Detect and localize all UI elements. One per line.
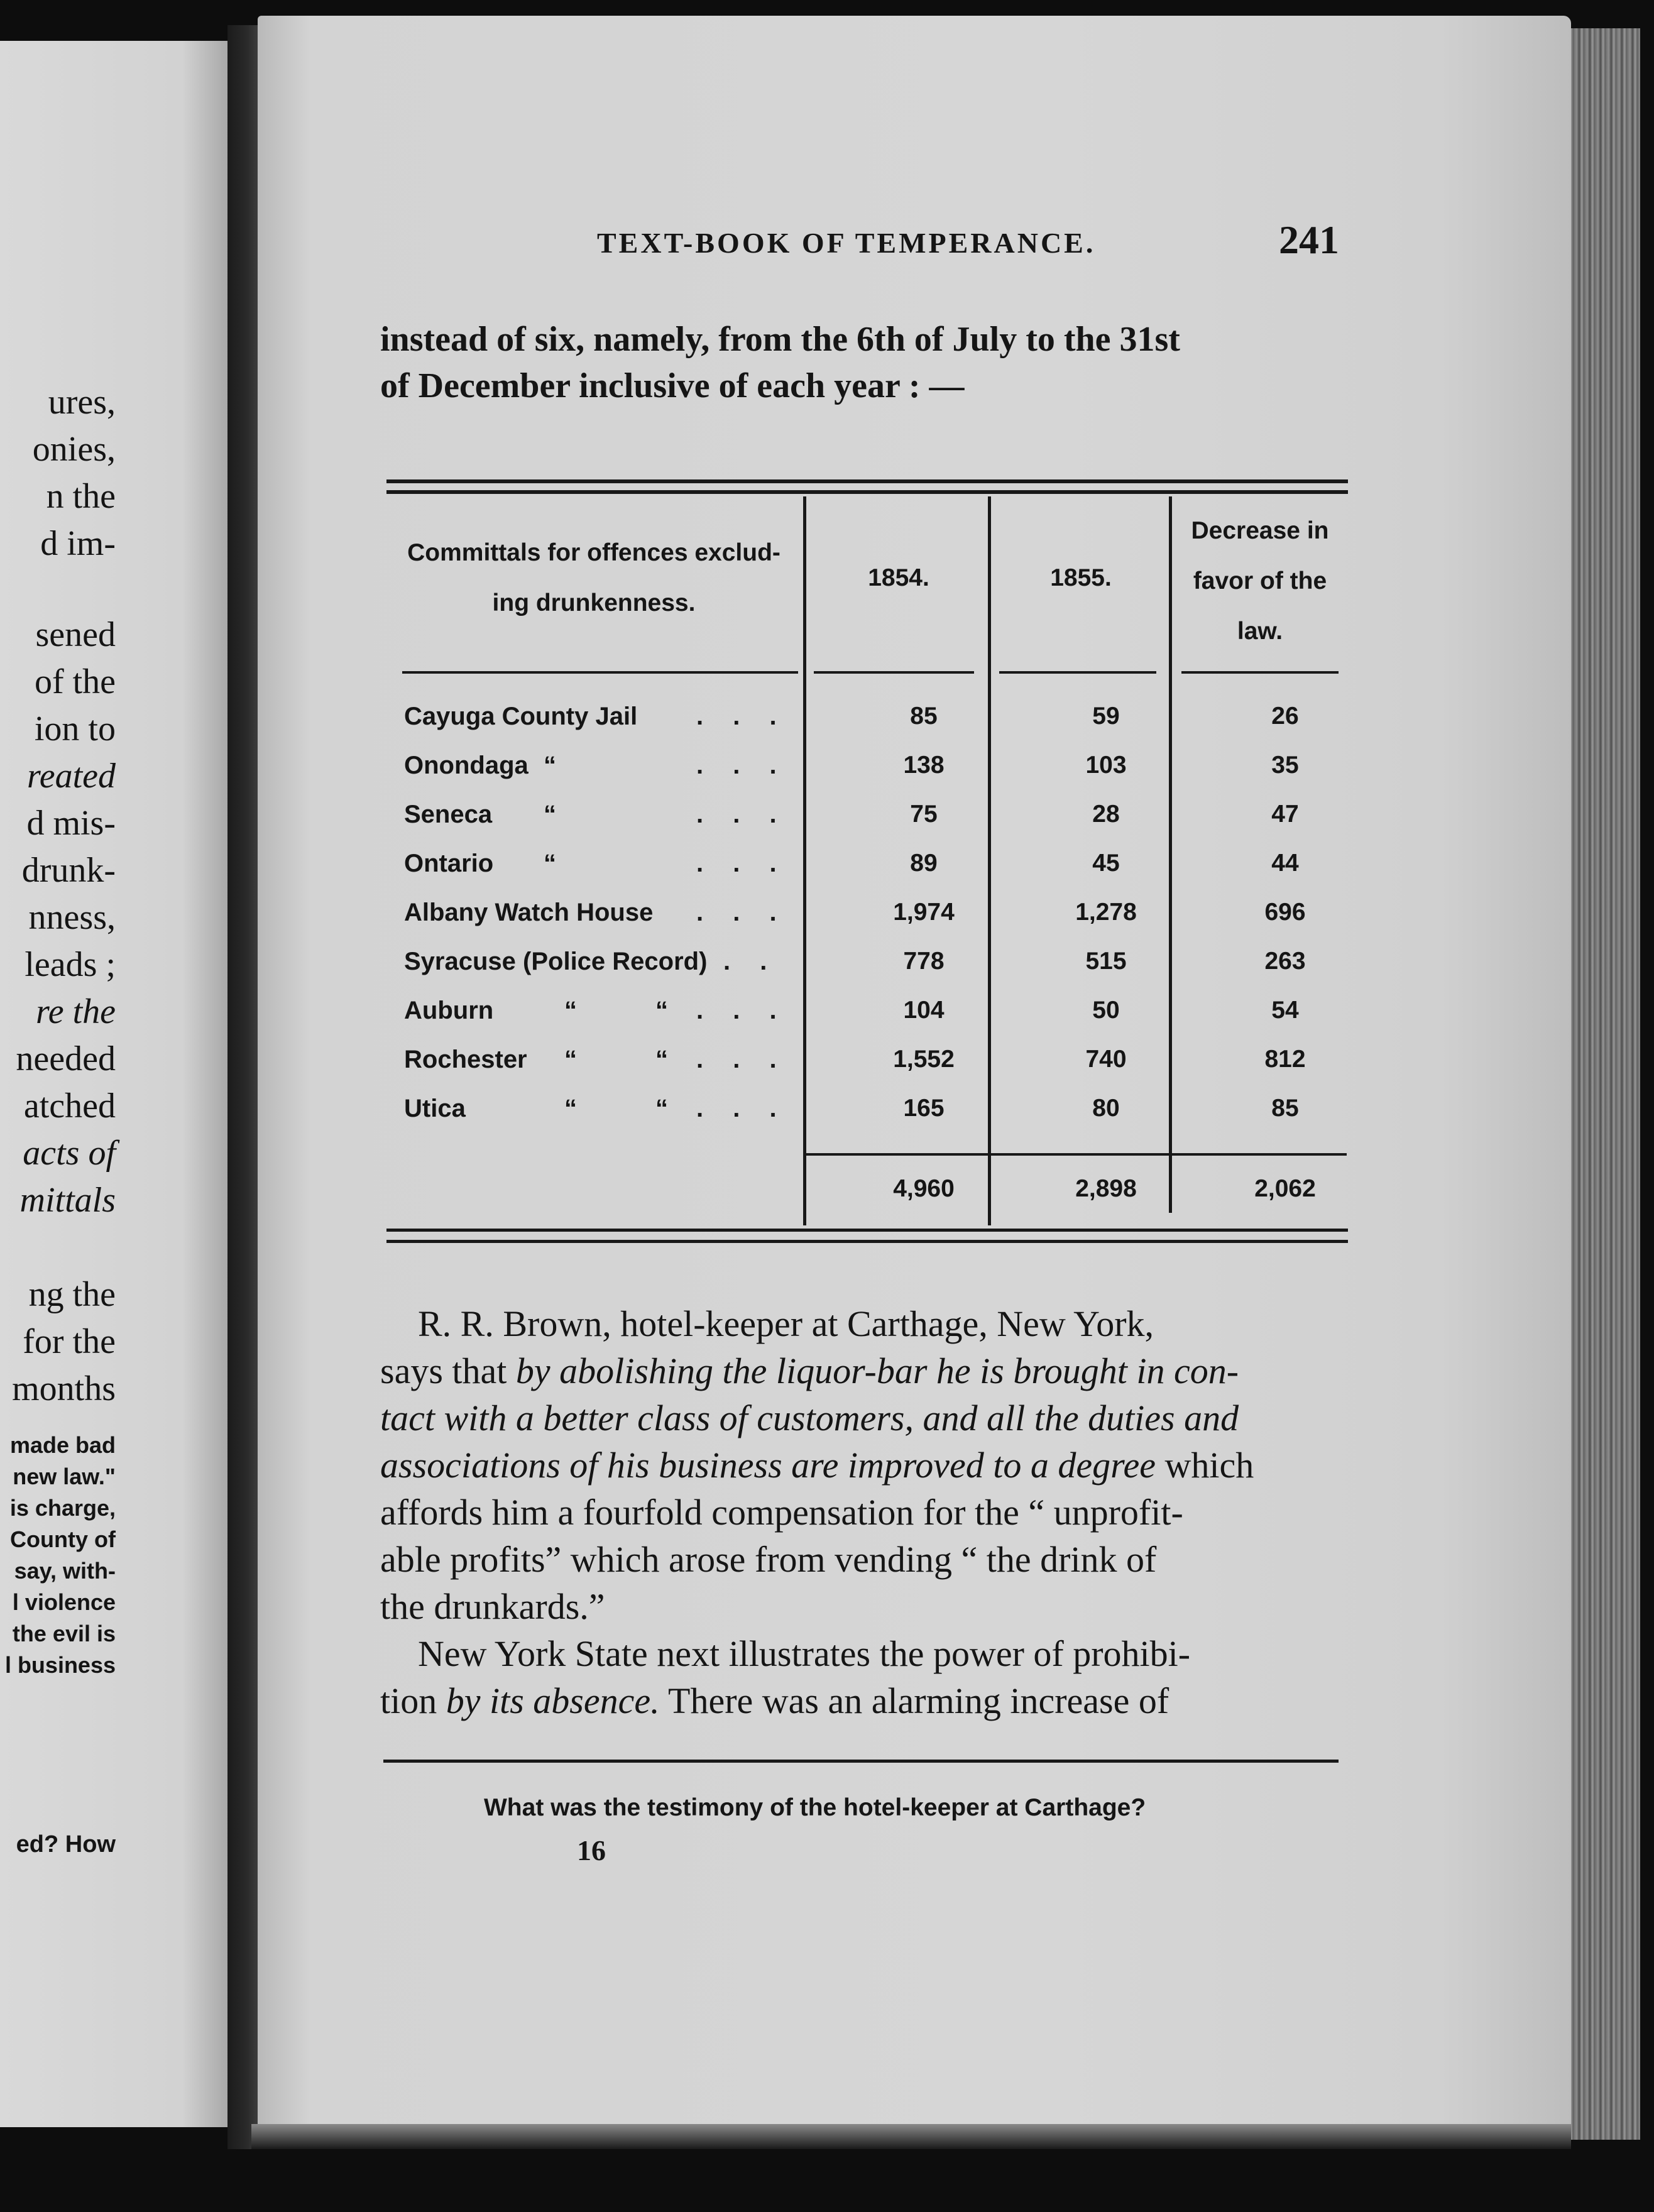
- ditto-mark: “: [655, 1095, 668, 1122]
- left-footnote-fragment: the evil is: [12, 1621, 116, 1646]
- leader-dots: . . .: [696, 703, 788, 730]
- table-total-1855: 2,898: [1075, 1175, 1137, 1202]
- left-fragment: mittals: [19, 1181, 116, 1220]
- left-fragment: leads ;: [25, 945, 116, 984]
- page-bottom-shadow: [251, 2124, 1571, 2149]
- table-total-decrease: 2,062: [1254, 1175, 1316, 1202]
- left-fragment: reated: [27, 757, 116, 796]
- table-cell-decrease: 263: [1264, 948, 1306, 975]
- table-cell-1855: 28: [1092, 801, 1120, 828]
- paragraph-line: [380, 1348, 1239, 1394]
- row-label-text: Ontario: [404, 850, 494, 877]
- left-fragment: acts of: [23, 1134, 116, 1173]
- ditto-mark: “: [544, 752, 556, 779]
- table-cell-1854: 104: [903, 997, 945, 1024]
- row-label-text: Rochester: [404, 1046, 527, 1073]
- ditto-mark: “: [655, 997, 668, 1024]
- table-header-category: [393, 528, 795, 628]
- table-cell-decrease: 54: [1271, 997, 1299, 1024]
- ditto-mark: “: [544, 850, 556, 877]
- footer-rule: [383, 1760, 1339, 1763]
- table-bottom-rule: [386, 1229, 1348, 1232]
- table-row-label: [404, 747, 788, 784]
- text-run: New York State next illustrates the power of prohibi-: [418, 1633, 1191, 1674]
- table-cell-1855: 45: [1092, 850, 1120, 877]
- table-cell-1855: 515: [1085, 948, 1127, 975]
- table-cell-1854: 165: [903, 1095, 945, 1122]
- leader-dots: . . .: [696, 1095, 788, 1122]
- text-run: There was an alarming increase of: [659, 1680, 1169, 1721]
- text-run: able profits” which arose from vending “ the drink of: [380, 1539, 1157, 1580]
- table-top-rule: [386, 479, 1348, 483]
- table-header-1854: 1854.: [868, 564, 929, 591]
- total-rule: [806, 1153, 1347, 1156]
- ditto-mark: “: [564, 1095, 577, 1122]
- left-fragment: of the: [34, 662, 116, 701]
- left-footnote-fragment: is charge,: [9, 1495, 116, 1521]
- table-cell-decrease: 47: [1271, 801, 1299, 828]
- table-cell-decrease: 26: [1271, 703, 1299, 730]
- leader-dots: . . .: [696, 997, 788, 1024]
- table-cell-1855: 50: [1092, 997, 1120, 1024]
- table-cell-1854: 75: [910, 801, 938, 828]
- table-bottom-rule: [386, 1240, 1348, 1243]
- paragraph-line: [380, 1584, 605, 1630]
- header-underline: [814, 671, 974, 674]
- row-label-text: Seneca: [404, 801, 493, 828]
- text-run: R. R. Brown, hotel-keeper at Carthage, New York,: [418, 1303, 1154, 1344]
- italic-run: by its absence.: [446, 1680, 660, 1721]
- left-fragment: ures,: [48, 383, 116, 422]
- table-header-decrease-line: Decrease in: [1191, 517, 1329, 544]
- table-row-label: [404, 698, 788, 735]
- review-question: What was the testimony of the hotel-keeper at Carthage?: [484, 1794, 1146, 1821]
- left-fragment: nness,: [28, 898, 116, 937]
- row-label-text: Syracuse (Police Record): [404, 948, 708, 975]
- table-cell-1854: 1,552: [893, 1046, 955, 1073]
- leader-dots: . .: [723, 948, 779, 975]
- italic-run: tact with a better class of customers, and all the duties and: [380, 1398, 1239, 1438]
- italic-run: by abolishing the liquor-bar he is brought in con-: [515, 1350, 1239, 1391]
- table-header-decrease-line: favor of the: [1193, 567, 1327, 594]
- table-header-category-line: Committals for offences exclud-: [407, 539, 780, 566]
- paragraph-line: [418, 1631, 1190, 1677]
- row-label-text: Albany Watch House: [404, 899, 654, 926]
- leader-dots: . . .: [696, 752, 788, 779]
- leader-dots: . . .: [696, 801, 788, 828]
- text-run: which: [1156, 1445, 1254, 1486]
- ditto-mark: “: [544, 801, 556, 828]
- left-footnote-fragment: County of: [10, 1526, 116, 1552]
- leader-dots: . . .: [696, 850, 788, 877]
- left-footnote-fragment: made bad: [9, 1432, 116, 1458]
- left-fragment: onies,: [32, 430, 116, 469]
- left-fragment: n the: [46, 477, 116, 516]
- text-run: the drunkards.”: [380, 1586, 605, 1627]
- left-fragment: atched: [23, 1087, 116, 1125]
- left-footnote-fragment: l violence: [12, 1589, 116, 1615]
- ditto-mark: “: [564, 1046, 577, 1073]
- left-fragment: for the: [23, 1322, 116, 1361]
- table-cell-1855: 103: [1085, 752, 1127, 779]
- left-fragment: sened: [35, 615, 116, 654]
- text-run: tion: [380, 1680, 446, 1721]
- table-row-label: [404, 992, 788, 1029]
- table-cell-1855: 740: [1085, 1046, 1127, 1073]
- left-page: [0, 41, 227, 2127]
- left-fragment: ng the: [28, 1275, 116, 1314]
- header-underline: [1181, 671, 1339, 674]
- page-number: 241: [1279, 217, 1339, 262]
- table-header-1855: 1855.: [1050, 564, 1112, 591]
- left-question-fragment: ed? How: [16, 1831, 116, 1858]
- table-cell-1854: 1,974: [893, 899, 955, 926]
- table-header-decrease-line: law.: [1237, 618, 1283, 645]
- paragraph-line: [418, 1301, 1154, 1347]
- table-top-rule: [386, 490, 1348, 494]
- table-row-label: [404, 845, 788, 882]
- running-head: TEXT-BOOK OF TEMPERANCE.: [597, 227, 1096, 259]
- left-footnote-fragment: say, with-: [14, 1558, 116, 1584]
- table-row-label: [404, 1090, 788, 1127]
- intro-line-1: instead of six, namely, from the 6th of July to the 31st: [380, 320, 1180, 359]
- table-row-label: [404, 1041, 788, 1078]
- leader-dots: . . .: [696, 899, 788, 926]
- left-fragment: d im-: [40, 524, 116, 563]
- row-label-text: Onondaga: [404, 752, 529, 779]
- left-fragment: months: [12, 1369, 116, 1408]
- table-header-category-line: ing drunkenness.: [492, 589, 696, 616]
- leader-dots: . . .: [696, 1046, 788, 1073]
- left-fragment: re the: [36, 992, 116, 1031]
- table-cell-1854: 778: [903, 948, 945, 975]
- ditto-mark: “: [655, 1046, 668, 1073]
- left-fragment: drunk-: [21, 851, 116, 890]
- paragraph-line: [380, 1678, 1169, 1724]
- table-total-1854: 4,960: [893, 1175, 955, 1202]
- signature-mark: 16: [577, 1834, 606, 1866]
- header-underline: [402, 671, 798, 674]
- table-cell-1855: 80: [1092, 1095, 1120, 1122]
- header-underline: [999, 671, 1156, 674]
- table-cell-decrease: 85: [1271, 1095, 1299, 1122]
- italic-run: associations of his business are improved to a degree: [380, 1445, 1156, 1486]
- row-label-text: Cayuga County Jail: [404, 703, 638, 730]
- table-cell-1854: 138: [903, 752, 945, 779]
- table-cell-1854: 85: [910, 703, 938, 730]
- row-label-text: Utica: [404, 1095, 466, 1122]
- table-cell-decrease: 44: [1271, 850, 1299, 877]
- left-fragment: d mis-: [26, 804, 116, 843]
- left-fragment: needed: [16, 1039, 116, 1078]
- intro-line-2: of December inclusive of each year : —: [380, 366, 965, 405]
- table-row-label: [404, 796, 788, 833]
- row-label-text: Auburn: [404, 997, 494, 1024]
- table-cell-decrease: 812: [1264, 1046, 1306, 1073]
- table-cell-decrease: 35: [1271, 752, 1299, 779]
- table-cell-decrease: 696: [1264, 899, 1306, 926]
- table-row-label: [404, 943, 781, 980]
- ditto-mark: “: [564, 997, 577, 1024]
- table-header-decrease: [1169, 506, 1351, 657]
- paragraph-line: [380, 1536, 1156, 1583]
- text-run: says that: [380, 1350, 516, 1391]
- paragraph-line: [380, 1395, 1239, 1442]
- paragraph-line: [380, 1489, 1183, 1536]
- left-footnote-fragment: l business: [4, 1652, 116, 1678]
- table-row-label: [404, 894, 788, 931]
- table-cell-1855: 1,278: [1075, 899, 1137, 926]
- left-fragment: ion to: [34, 709, 116, 748]
- table-col-divider: [803, 496, 806, 1225]
- text-run: affords him a fourfold compensation for the “ unprofit-: [380, 1492, 1183, 1533]
- paragraph-line: [380, 1442, 1254, 1489]
- table-cell-1855: 59: [1092, 703, 1120, 730]
- table-cell-1854: 89: [910, 850, 938, 877]
- left-footnote-fragment: new law.": [13, 1464, 116, 1489]
